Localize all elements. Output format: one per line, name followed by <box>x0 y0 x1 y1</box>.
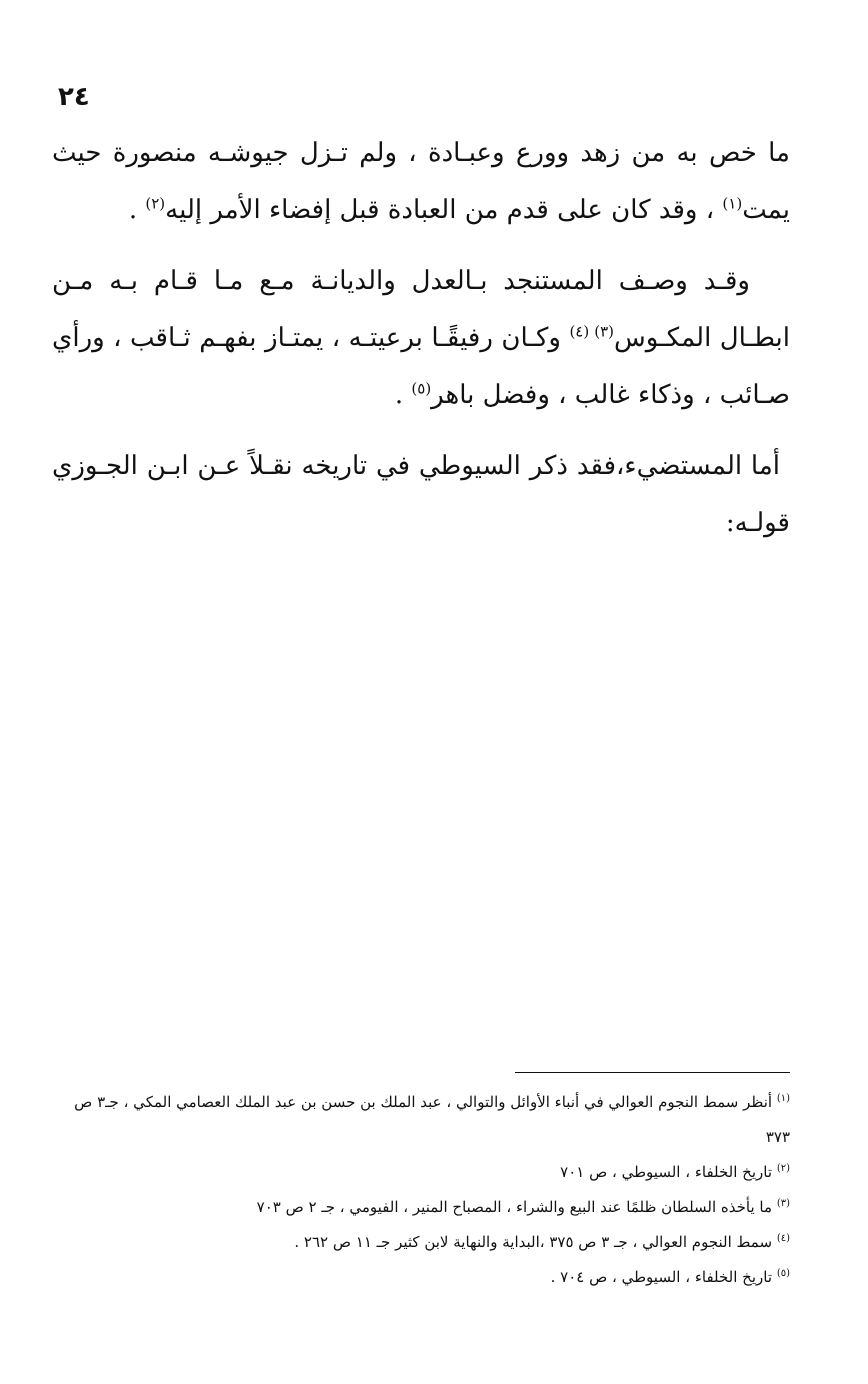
paragraph-1 <box>52 125 790 239</box>
footnote-text-1: أنظر سمط النجوم العوالي في أنباء الأوائل والتوالي ، عبد الملك بن حسن بن عبد الملك العصامي المكي ، جـ٣ ص ٣٧٣ <box>74 1093 790 1146</box>
footnote-marker-2: (٢) <box>776 1163 790 1174</box>
paragraph-1-text-2: ، وقد كان على قدم من العبادة قبل إفضاء الأمر إليه <box>165 195 723 225</box>
paragraph-2 <box>52 253 790 424</box>
footnote-divider <box>515 1072 790 1073</box>
paragraph-2-text-3: . <box>394 380 412 410</box>
footnote-3 <box>52 1190 790 1225</box>
footnotes <box>52 1085 790 1295</box>
paragraph-1-text-3: . <box>128 195 146 225</box>
paragraph-2-text-2: وكـان رفيقًـا برعيتـه ، يمتـاز بفهـم ثـاقب ، ورأي صـائب ، وذكاء غالب ، وفضل باهر <box>52 323 790 410</box>
footnote-text-2: تاريخ الخلفاء ، السيوطي ، ص ٧٠١ <box>560 1163 777 1181</box>
footnote-ref-2: (٢) <box>145 194 166 213</box>
paragraph-1-text-1: ما خص به من زهد وورع وعبـادة ، ولم تـزل جيوشـه منصورة حيث يمت <box>52 138 790 225</box>
paragraph-2-text-1: وقـد وصـف المستنجد بـالعدل والديانـة مـع مـا قـام بـه مـن ابطـال المكـوس <box>52 266 791 353</box>
footnote-text-4: سمط النجوم العوالي ، جـ ٣ ص ٣٧٥ ،البداية والنهاية لابن كثير جـ ١١ ص ٢٦٢ . <box>294 1233 777 1251</box>
footnote-text-5: تاريخ الخلفاء ، السيوطي ، ص ٧٠٤ . <box>550 1268 777 1286</box>
footnote-1 <box>52 1085 790 1155</box>
footnote-4 <box>52 1225 790 1260</box>
body-text <box>52 125 790 566</box>
footnote-ref-1: (١) <box>722 194 743 213</box>
footnote-marker-4: (٤) <box>776 1233 790 1244</box>
footnote-marker-1: (١) <box>776 1093 790 1104</box>
footnote-ref-4: (٤) <box>569 322 595 341</box>
footnote-2 <box>52 1155 790 1190</box>
footnote-ref-3: (٣) <box>594 322 614 341</box>
footnote-marker-3: (٣) <box>776 1198 790 1209</box>
footnote-text-3: ما يأخذه السلطان ظلمًا عند البيع والشراء ، المصباح المنير ، الفيومي ، جـ ٢ ص ٧٠٣ <box>256 1198 777 1216</box>
footnote-5 <box>52 1260 790 1295</box>
footnote-marker-5: (٥) <box>776 1268 790 1279</box>
footnote-ref-5: (٥) <box>411 379 432 398</box>
paragraph-3: أما المستضيء،فقد ذكر السيوطي في تاريخه نقـلاً عـن ابـن الجـوزي قولـه: <box>52 451 790 538</box>
page-number: ٢٤ <box>58 82 90 112</box>
